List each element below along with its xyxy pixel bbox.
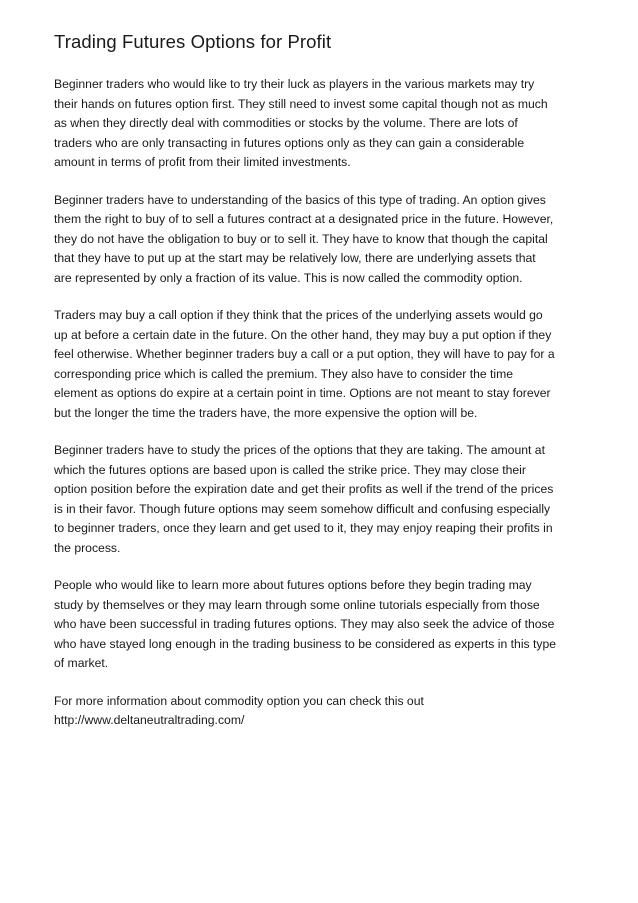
website-link[interactable]: http://www.deltaneutraltrading.com/ bbox=[54, 713, 245, 727]
paragraph-2: Beginner traders have to understanding of the basics of this type of trading. An option gives them the right to buy of to sell a futures contract at a designated price in the future. However, they do not have the obligation to buy or to sell it. They have to know that though the capital that they have to put up at the start may be relatively low, there are underlying assets that are represented by only a fraction of its value. This is now called the commodity option. bbox=[54, 192, 554, 285]
paragraph-4: Beginner traders have to study the prices of the options that they are taking. The amount at which the futures options are based upon is called the strike price. They may close their option position before the expiration date and get their profits as well if the trend of the prices is in their favor. Though future options may seem somehow difficult and confusing especially to beginner traders, once they learn and get used to it, they may enjoy reaping their profits in the process. bbox=[54, 443, 554, 555]
document-title: Trading Futures Options for Profit bbox=[54, 31, 332, 52]
paragraph-3: Traders may buy a call option if they think that the prices of the underlying assets would go up at before a certain date in the future. On the other hand, they may buy a put option if they feel otherwise. Whether beginner traders buy a call or a put option, they will have to pay for a corresponding price which is called the premium. They also have to consider the time element as options do expire at a certain point in time. Options are not meant to stay forever but the longer the time the traders have, the more expensive the option will be. bbox=[54, 308, 555, 420]
closing-text: For more information about commodity option you can check this out bbox=[54, 693, 424, 708]
paragraph-5: People who would like to learn more about futures options before they begin trading may study by themselves or they may learn through some online tutorials especially from those who have been successful in trading futures options. They may also seek the advice of those who have stayed long enough in the trading business to be considered as experts in this type of market. bbox=[54, 578, 557, 670]
document-page bbox=[54, 30, 594, 731]
closing-block bbox=[54, 692, 594, 731]
paragraph-1: Beginner traders who would like to try their luck as players in the various markets may try their hands on futures option first. They still need to invest some capital though not as much as when they directly deal with commodities or stocks by the volume. There are lots of traders who are only transacting in futures options only as they can gain a considerable amount in terms of profit from their limited investments. bbox=[54, 77, 548, 169]
